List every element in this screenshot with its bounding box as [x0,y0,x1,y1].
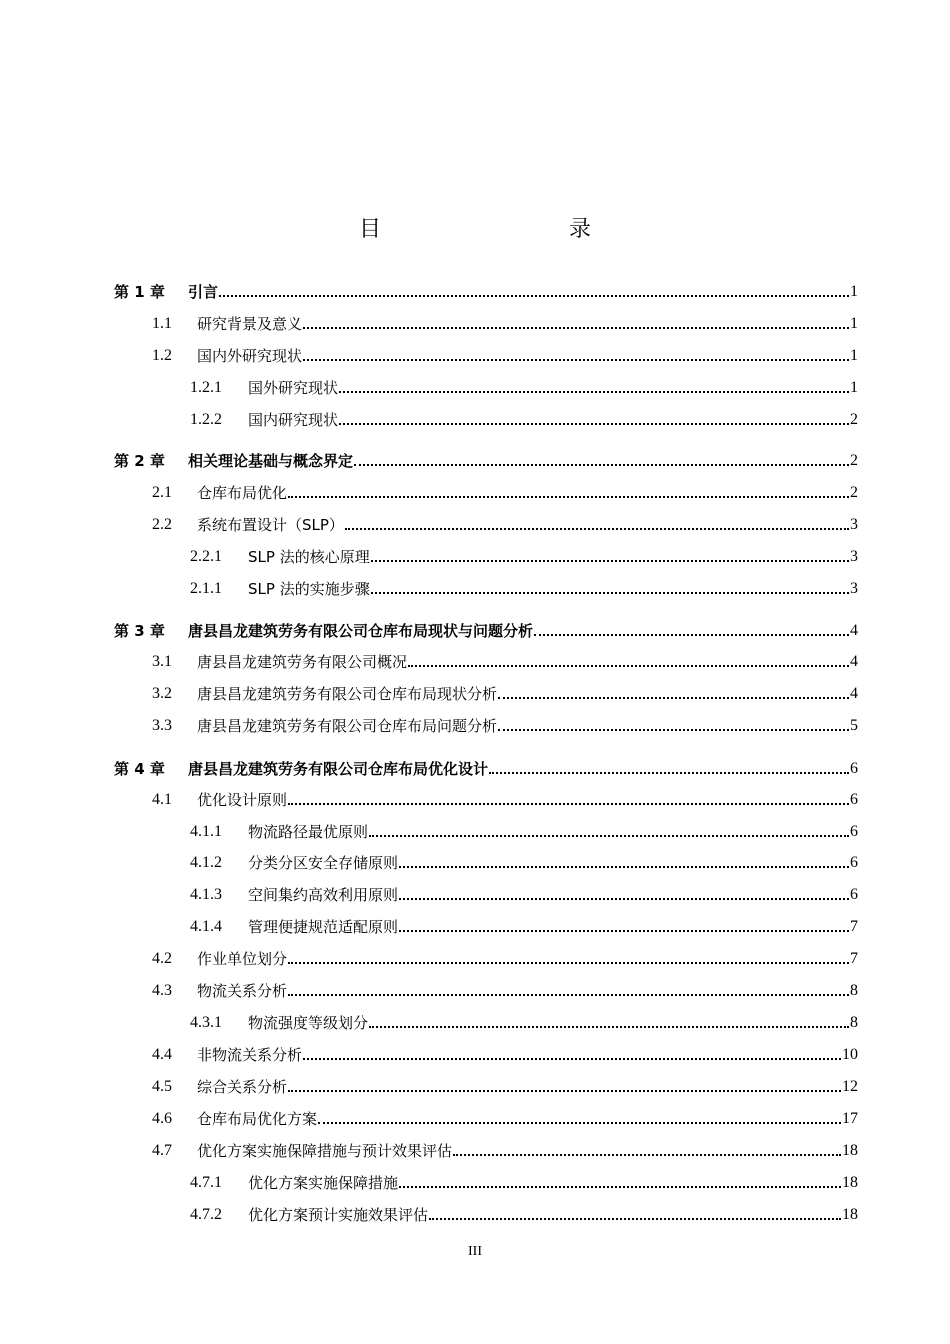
toc-entry-page: 2 [850,484,858,501]
toc-leader-dots [369,1026,849,1028]
toc-entry-number: 4.7.2 [190,1206,222,1223]
toc-leader-dots [288,1090,841,1092]
toc-entry-number: 4.7.1 [190,1174,222,1191]
toc-entry-page: 1 [850,283,858,300]
toc-entry[interactable] [152,1137,858,1161]
toc-entry-number: 2.1 [152,484,172,501]
toc-leader-dots [303,359,849,361]
toc-entry-label: 仓库布局优化 [197,484,288,502]
toc-entry-label: 国内研究现状 [248,411,339,429]
toc-entry-label: 唐县昌龙建筑劳务有限公司仓库布局问题分析 [197,717,498,735]
toc-leader-dots [303,1058,841,1060]
toc-entry[interactable] [152,648,858,672]
toc-leader-dots [219,295,849,297]
toc-entry-label: 优化设计原则 [197,791,288,809]
toc-entry-number: 3.2 [152,685,172,702]
toc-leader-dots [498,697,849,699]
toc-entry[interactable] [152,1073,858,1097]
toc-entry-page: 6 [850,760,858,777]
toc-entry-page: 18 [842,1206,858,1223]
toc-leader-dots [453,1154,841,1156]
toc-entry-page: 18 [842,1174,858,1191]
toc-entry-label: 物流强度等级划分 [248,1014,369,1032]
toc-entry-label: 引言 [188,283,219,301]
toc-leader-dots [489,772,849,774]
toc-entry-number: 2.2.1 [190,548,222,565]
toc-entry-number: 1.1 [152,315,172,332]
toc-entry[interactable] [152,977,858,1001]
toc-leader-dots [288,496,849,498]
toc-entry-page: 10 [842,1046,858,1063]
toc-entry[interactable] [190,913,858,937]
toc-entry[interactable] [190,1201,858,1225]
toc-entry-page: 2 [850,452,858,469]
toc-leader-dots [318,1122,841,1124]
toc-entry-number: 第 3 章 [114,622,165,640]
toc-entry-number: 第 2 章 [114,452,165,470]
toc-leader-dots [399,930,849,932]
toc-leader-dots [288,803,849,805]
toc-entry-number: 1.2 [152,347,172,364]
toc-entry-number: 4.6 [152,1110,172,1127]
toc-entry-number: 4.2 [152,950,172,967]
toc-entry-page: 6 [850,886,858,903]
toc-entry[interactable] [190,1169,858,1193]
toc-entry[interactable] [152,786,858,810]
toc-entry-label: 系统布置设计（SLP） [197,516,344,534]
toc-entry-number: 4.1.4 [190,918,222,935]
toc-leader-dots [429,1218,841,1220]
toc-entry-page: 17 [842,1110,858,1127]
toc-entry-label: 分类分区安全存储原则 [248,854,399,872]
toc-entry-page: 1 [850,379,858,396]
toc-entry-label: 唐县昌龙建筑劳务有限公司概况 [197,653,408,671]
toc-entry-page: 6 [850,854,858,871]
toc-entry-number: 4.3 [152,982,172,999]
toc-entry-label: 管理便捷规范适配原则 [248,918,399,936]
toc-entry-number: 4.5 [152,1078,172,1095]
toc-entry-number: 4.7 [152,1142,172,1159]
toc-entry-number: 1.2.1 [190,379,222,396]
toc-entry-number: 4.4 [152,1046,172,1063]
toc-entry-number: 4.3.1 [190,1014,222,1031]
toc-entry-page: 4 [850,622,858,639]
toc-entry-number: 2.2 [152,516,172,533]
toc-leader-dots [339,391,849,393]
toc-entry-number: 4.1.1 [190,823,222,840]
toc-entry-page: 1 [850,347,858,364]
toc-entry-page: 3 [850,516,858,533]
toc-entry-label: SLP 法的核心原理 [248,548,370,566]
toc-entry-page: 12 [842,1078,858,1095]
toc-entry-label: 优化方案实施保障措施 [248,1174,399,1192]
toc-entry-number: 第 1 章 [114,283,165,301]
toc-leader-dots [345,528,849,530]
toc-entry[interactable] [190,543,858,567]
toc-entry-label: 物流路径最优原则 [248,823,369,841]
toc-entry-page: 7 [850,950,858,967]
toc-entry-label: 优化方案实施保障措施与预计效果评估 [197,1142,453,1160]
toc-leader-dots [288,994,849,996]
toc-leader-dots [408,665,849,667]
toc-entry[interactable] [190,849,858,873]
toc-entry[interactable] [190,1009,858,1033]
toc-entry[interactable] [152,310,858,334]
toc-entry-page: 6 [850,791,858,808]
toc-entry[interactable] [152,680,858,704]
toc-entry-number: 4.1.2 [190,854,222,871]
toc-entry-page: 2 [850,411,858,428]
toc-entry[interactable] [152,1105,858,1129]
toc-entry[interactable] [190,881,858,905]
toc-leader-dots [339,423,849,425]
toc-entry[interactable] [152,945,858,969]
toc-entry[interactable] [190,374,858,398]
toc-entry-label: 作业单位划分 [197,950,288,968]
toc-entry-label: 优化方案预计实施效果评估 [248,1206,429,1224]
toc-entry[interactable] [152,479,858,503]
toc-entry[interactable] [114,755,858,779]
toc-entry-label: 物流关系分析 [197,982,288,1000]
toc-entry[interactable] [114,447,858,471]
toc-leader-dots [288,962,849,964]
toc-entry-page: 1 [850,315,858,332]
toc-entry-label: SLP 法的实施步骤 [248,580,370,598]
toc-title: 目 录 [358,217,639,242]
toc-entry-page: 3 [850,580,858,597]
toc-entry-number: 第 4 章 [114,760,165,778]
toc-leader-dots [399,1186,841,1188]
toc-entry-label: 综合关系分析 [197,1078,288,1096]
toc-leader-dots [303,327,849,329]
toc-entry-page: 5 [850,717,858,734]
page-number: III [468,1244,482,1259]
toc-entry-label: 非物流关系分析 [197,1046,303,1064]
toc-entry[interactable] [152,1041,858,1065]
toc-entry-page: 4 [850,685,858,702]
toc-entry-page: 7 [850,918,858,935]
toc-entry-number: 4.1.3 [190,886,222,903]
toc-leader-dots [399,866,849,868]
toc-entry[interactable] [114,617,858,641]
toc-leader-dots [371,592,849,594]
toc-leader-dots [354,464,849,466]
toc-entry-label: 唐县昌龙建筑劳务有限公司仓库布局优化设计 [188,760,489,778]
toc-entry-page: 8 [850,1014,858,1031]
toc-leader-dots [498,729,849,731]
toc-entry-page: 4 [850,653,858,670]
toc-entry-number: 3.3 [152,717,172,734]
toc-entry-label: 国外研究现状 [248,379,339,397]
toc-entry[interactable] [152,511,858,535]
toc-entry-label: 国内外研究现状 [197,347,303,365]
toc-entry-page: 8 [850,982,858,999]
toc-entry-label: 研究背景及意义 [197,315,303,333]
toc-leader-dots [371,560,849,562]
toc-entry-number: 4.1 [152,791,172,808]
toc-entry-page: 18 [842,1142,858,1159]
toc-leader-dots [534,634,849,636]
toc-entry-label: 空间集约高效利用原则 [248,886,399,904]
toc-entry-label: 唐县昌龙建筑劳务有限公司仓库布局现状与问题分析 [188,622,534,640]
toc-entry[interactable] [114,278,858,302]
toc-entry[interactable] [152,342,858,366]
toc-entry-number: 1.2.2 [190,411,222,428]
toc-entry-page: 3 [850,548,858,565]
toc-entry[interactable] [190,406,858,430]
toc-entry-label: 相关理论基础与概念界定 [188,452,354,470]
toc-entry-page: 6 [850,823,858,840]
toc-entry-label: 唐县昌龙建筑劳务有限公司仓库布局现状分析 [197,685,498,703]
toc-entry[interactable] [190,818,858,842]
toc-leader-dots [369,835,849,837]
toc-leader-dots [399,898,849,900]
toc-entry-number: 2.1.1 [190,580,222,597]
toc-entry[interactable] [152,712,858,736]
toc-entry[interactable] [190,575,858,599]
toc-entry-number: 3.1 [152,653,172,670]
toc-entry-label: 仓库布局优化方案 [197,1110,318,1128]
